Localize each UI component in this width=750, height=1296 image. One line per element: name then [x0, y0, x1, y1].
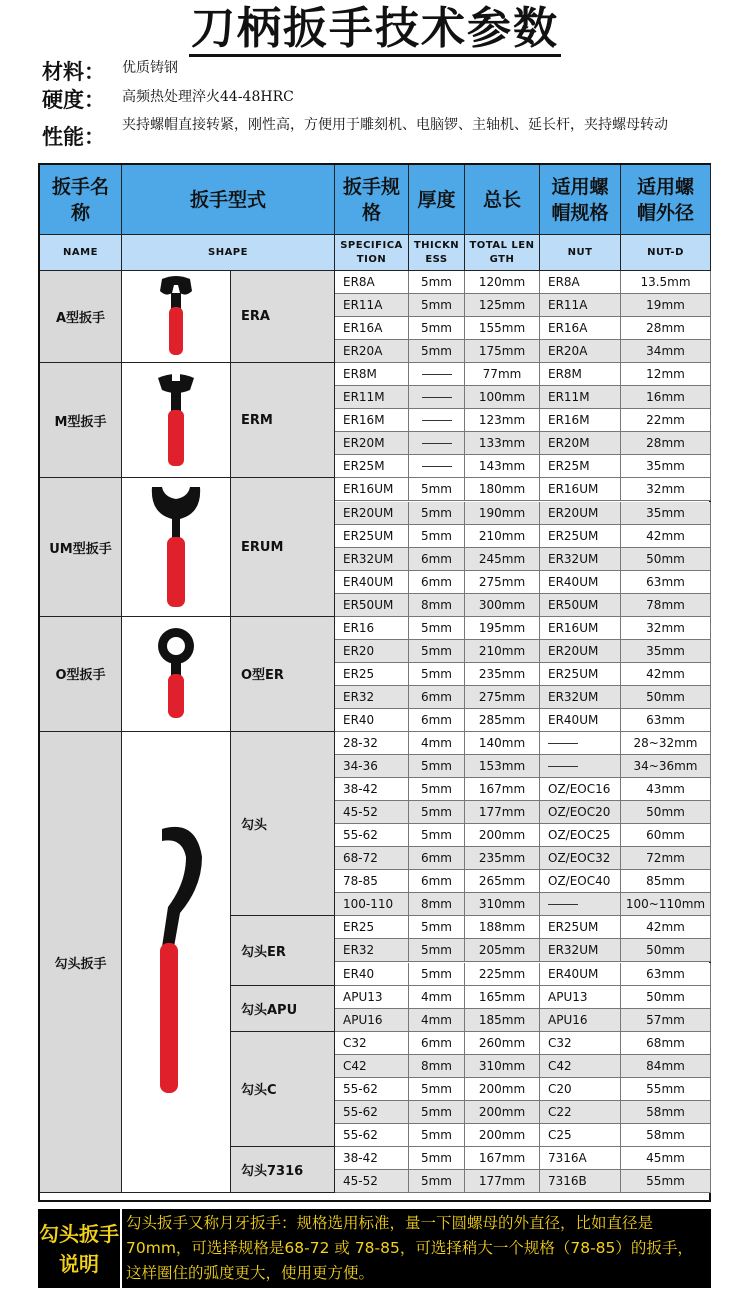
cell-length: 275mm — [465, 686, 540, 709]
cell-spec: ER16UM — [335, 478, 409, 501]
cell-nut: ER25UM — [540, 525, 621, 548]
cell-thickness: 6mm — [409, 548, 465, 571]
cell-spec: ER11A — [335, 294, 409, 317]
dash-mark — [548, 904, 578, 905]
shape-type-4-1: 勾头ER — [231, 916, 335, 985]
group-name-2: UM型扳手 — [40, 478, 122, 616]
group-name-4: 勾头扳手 — [40, 732, 122, 1193]
header-cn-2: 扳手规格 — [335, 165, 409, 235]
spec-table — [38, 163, 711, 1202]
cell-thickness: 4mm — [409, 1009, 465, 1032]
cell-nut-d: 50mm — [621, 939, 711, 962]
cell-nut: OZ/EOC40 — [540, 870, 621, 893]
cell-nut-d: 32mm — [621, 617, 711, 640]
cell-nut: ER16A — [540, 317, 621, 340]
cell-thickness: 4mm — [409, 732, 465, 755]
cell-nut-d: 45mm — [621, 1147, 711, 1170]
cell-nut-d: 19mm — [621, 294, 711, 317]
cell-spec: 55-62 — [335, 1124, 409, 1147]
cell-thickness: 6mm — [409, 870, 465, 893]
cell-thickness: 6mm — [409, 1032, 465, 1055]
cell-nut-d: 50mm — [621, 686, 711, 709]
dash-mark — [422, 374, 452, 375]
cell-nut: ER32UM — [540, 939, 621, 962]
cell-nut: ER40UM — [540, 709, 621, 732]
cell-nut-d: 35mm — [621, 455, 711, 478]
cell-nut-d: 68mm — [621, 1032, 711, 1055]
cell-thickness: 5mm — [409, 478, 465, 501]
hardness-label: 硬度： — [42, 87, 105, 112]
cell-nut-d: 85mm — [621, 870, 711, 893]
cell-thickness: 5mm — [409, 1078, 465, 1101]
cell-length: 155mm — [465, 317, 540, 340]
cell-length: 235mm — [465, 847, 540, 870]
cell-thickness: 5mm — [409, 1101, 465, 1124]
cell-length: 210mm — [465, 640, 540, 663]
note-label: 勾头扳手说明 — [38, 1209, 120, 1288]
cell-nut-d: 42mm — [621, 525, 711, 548]
cell-thickness: 5mm — [409, 617, 465, 640]
header-en-2: SPECIFICATION — [335, 235, 409, 271]
cell-spec: ER32UM — [335, 548, 409, 571]
cell-nut-d: 50mm — [621, 548, 711, 571]
cell-length: 310mm — [465, 893, 540, 916]
cell-spec: 78-85 — [335, 870, 409, 893]
cell-spec: ER16M — [335, 409, 409, 432]
cell-thickness: 6mm — [409, 847, 465, 870]
cell-spec: 68-72 — [335, 847, 409, 870]
cell-nut: APU13 — [540, 986, 621, 1009]
cell-length: 125mm — [465, 294, 540, 317]
cell-thickness — [409, 386, 465, 409]
cell-spec: ER16 — [335, 617, 409, 640]
cell-spec: ER40 — [335, 709, 409, 732]
shape-type-1-0: ERM — [231, 363, 335, 478]
header-cn-0: 扳手名称 — [40, 165, 122, 235]
dash-mark — [422, 420, 452, 421]
cell-nut: ER20UM — [540, 502, 621, 525]
cell-nut-d: 84mm — [621, 1055, 711, 1078]
cell-length: 188mm — [465, 916, 540, 939]
header-en-1: SHAPE — [122, 235, 335, 271]
cell-thickness: 5mm — [409, 755, 465, 778]
cell-thickness: 6mm — [409, 709, 465, 732]
cell-nut-d: 58mm — [621, 1101, 711, 1124]
cell-nut: ER25UM — [540, 916, 621, 939]
cell-nut: ER11A — [540, 294, 621, 317]
cell-thickness: 8mm — [409, 1055, 465, 1078]
cell-nut-d: 55mm — [621, 1078, 711, 1101]
cell-spec: 38-42 — [335, 1147, 409, 1170]
cell-spec: ER11M — [335, 386, 409, 409]
shape-type-2-0: ERUM — [231, 478, 335, 616]
cell-nut-d: 58mm — [621, 1124, 711, 1147]
cell-length: 225mm — [465, 963, 540, 986]
cell-nut: 7316A — [540, 1147, 621, 1170]
note-text: 勾头扳手又称月牙扳手：规格选用标准，量一下圆螺母的外直径，比如直径是70mm，可选择规格是68-72 或 78-85，可选择稍大一个规格（78-85）的扳手，这样圈住的弧度更大，使用更方便。 — [122, 1209, 711, 1288]
cell-nut-d: 13.5mm — [621, 271, 711, 294]
cell-nut-d: 63mm — [621, 571, 711, 594]
cell-length: 180mm — [465, 478, 540, 501]
cell-spec: 45-52 — [335, 801, 409, 824]
cell-length: 185mm — [465, 1009, 540, 1032]
cell-nut-d: 28mm — [621, 432, 711, 455]
cell-thickness — [409, 432, 465, 455]
cell-thickness: 5mm — [409, 963, 465, 986]
cell-nut: ER20A — [540, 340, 621, 363]
cell-nut-d: 78mm — [621, 594, 711, 617]
cell-nut-d: 35mm — [621, 502, 711, 525]
cell-spec: ER8M — [335, 363, 409, 386]
cell-spec: 55-62 — [335, 1101, 409, 1124]
cell-nut: C32 — [540, 1032, 621, 1055]
cell-nut: ER16UM — [540, 617, 621, 640]
cell-nut-d: 42mm — [621, 916, 711, 939]
header-en-0: NAME — [40, 235, 122, 271]
cell-length: 140mm — [465, 732, 540, 755]
dash-mark — [422, 443, 452, 444]
cell-length: 310mm — [465, 1055, 540, 1078]
cell-length: 200mm — [465, 824, 540, 847]
cell-thickness: 5mm — [409, 317, 465, 340]
cell-thickness: 5mm — [409, 801, 465, 824]
cell-spec: ER25UM — [335, 525, 409, 548]
header-cn-1: 扳手型式 — [122, 165, 335, 235]
cell-nut: ER32UM — [540, 548, 621, 571]
cell-nut-d: 50mm — [621, 986, 711, 1009]
cell-nut: ER40UM — [540, 571, 621, 594]
cell-nut-d: 42mm — [621, 663, 711, 686]
cell-length: 285mm — [465, 709, 540, 732]
header-cn-6: 适用螺帽外径 — [621, 165, 711, 235]
dash-mark — [422, 397, 452, 398]
cell-nut: APU16 — [540, 1009, 621, 1032]
cell-spec: 28-32 — [335, 732, 409, 755]
cell-spec: APU16 — [335, 1009, 409, 1032]
cell-nut — [540, 755, 621, 778]
cell-length: 77mm — [465, 363, 540, 386]
cell-length: 190mm — [465, 502, 540, 525]
cell-nut-d: 22mm — [621, 409, 711, 432]
cell-length: 165mm — [465, 986, 540, 1009]
cell-nut-d: 63mm — [621, 709, 711, 732]
cell-length: 200mm — [465, 1078, 540, 1101]
page-title: 刀柄扳手技术参数 — [0, 4, 750, 54]
shape-type-4-3: 勾头C — [231, 1032, 335, 1147]
cell-nut: ER25M — [540, 455, 621, 478]
cell-nut: ER32UM — [540, 686, 621, 709]
cell-thickness: 6mm — [409, 571, 465, 594]
cell-thickness: 5mm — [409, 1124, 465, 1147]
cell-spec: ER16A — [335, 317, 409, 340]
cell-spec: APU13 — [335, 986, 409, 1009]
cell-nut: C42 — [540, 1055, 621, 1078]
cell-length: 167mm — [465, 1147, 540, 1170]
header-en-5: NUT — [540, 235, 621, 271]
cell-length: 195mm — [465, 617, 540, 640]
cell-nut-d: 60mm — [621, 824, 711, 847]
header-cn-3: 厚度 — [409, 165, 465, 235]
cell-spec: ER25 — [335, 663, 409, 686]
cell-nut: OZ/EOC32 — [540, 847, 621, 870]
shape-type-4-0: 勾头 — [231, 732, 335, 916]
ring-wrench-icon — [122, 617, 231, 732]
cell-length: 275mm — [465, 571, 540, 594]
cell-length: 235mm — [465, 663, 540, 686]
cell-thickness: 8mm — [409, 893, 465, 916]
cell-length: 177mm — [465, 801, 540, 824]
cell-thickness: 5mm — [409, 271, 465, 294]
cell-spec: ER20M — [335, 432, 409, 455]
cell-spec: 38-42 — [335, 778, 409, 801]
cell-thickness: 5mm — [409, 1147, 465, 1170]
cell-thickness: 6mm — [409, 686, 465, 709]
cell-length: 177mm — [465, 1170, 540, 1193]
material-label: 材料： — [42, 59, 105, 84]
cell-nut: ER25UM — [540, 663, 621, 686]
cell-spec: 45-52 — [335, 1170, 409, 1193]
hardness-value: 高频热处理淬火44-48HRC — [122, 89, 294, 105]
cell-length: 265mm — [465, 870, 540, 893]
cell-spec: ER32 — [335, 686, 409, 709]
cell-thickness: 8mm — [409, 594, 465, 617]
cell-nut-d: 12mm — [621, 363, 711, 386]
cell-spec: ER40 — [335, 963, 409, 986]
cell-spec: 100-110 — [335, 893, 409, 916]
dash-mark — [548, 743, 578, 744]
cell-spec: ER50UM — [335, 594, 409, 617]
cell-nut-d: 50mm — [621, 801, 711, 824]
um-wrench-icon — [122, 478, 231, 616]
cell-nut: ER20UM — [540, 640, 621, 663]
header-en-4: TOTAL LENGTH — [465, 235, 540, 271]
cell-length: 167mm — [465, 778, 540, 801]
cell-spec: ER20UM — [335, 502, 409, 525]
performance-label: 性能： — [42, 124, 105, 149]
cell-nut: ER8M — [540, 363, 621, 386]
group-name-0: A型扳手 — [40, 271, 122, 363]
cell-nut-d: 55mm — [621, 1170, 711, 1193]
cell-thickness: 5mm — [409, 640, 465, 663]
cell-spec: 55-62 — [335, 1078, 409, 1101]
shape-type-0-0: ERA — [231, 271, 335, 363]
shape-type-4-4: 勾头7316 — [231, 1147, 335, 1193]
group-name-1: M型扳手 — [40, 363, 122, 478]
cell-nut-d: 28~32mm — [621, 732, 711, 755]
cell-length: 123mm — [465, 409, 540, 432]
cell-nut — [540, 893, 621, 916]
material-value: 优质铸钢 — [122, 60, 178, 76]
cell-length: 210mm — [465, 525, 540, 548]
header-cn-4: 总长 — [465, 165, 540, 235]
cell-nut: ER40UM — [540, 963, 621, 986]
cell-spec: ER8A — [335, 271, 409, 294]
cell-nut: ER8A — [540, 271, 621, 294]
cell-nut-d: 100~110mm — [621, 893, 711, 916]
cell-nut-d: 34mm — [621, 340, 711, 363]
cell-thickness: 5mm — [409, 916, 465, 939]
cell-thickness: 5mm — [409, 340, 465, 363]
cell-spec: ER40UM — [335, 571, 409, 594]
cell-length: 133mm — [465, 432, 540, 455]
dash-mark — [422, 466, 452, 467]
cell-nut: 7316B — [540, 1170, 621, 1193]
cell-spec: 34-36 — [335, 755, 409, 778]
cell-spec: ER32 — [335, 939, 409, 962]
claw-wrench-icon — [122, 363, 231, 478]
cell-nut: OZ/EOC25 — [540, 824, 621, 847]
cell-thickness: 5mm — [409, 824, 465, 847]
cell-nut: C22 — [540, 1101, 621, 1124]
cell-length: 260mm — [465, 1032, 540, 1055]
shape-type-3-0: O型ER — [231, 617, 335, 732]
cell-nut-d: 28mm — [621, 317, 711, 340]
cell-nut: ER11M — [540, 386, 621, 409]
cell-thickness — [409, 455, 465, 478]
cell-spec: 55-62 — [335, 824, 409, 847]
cell-nut — [540, 732, 621, 755]
cell-nut-d: 34~36mm — [621, 755, 711, 778]
header-en-6: NUT-D — [621, 235, 711, 271]
cell-nut: C25 — [540, 1124, 621, 1147]
cell-nut-d: 32mm — [621, 478, 711, 501]
cell-nut: ER50UM — [540, 594, 621, 617]
cell-thickness — [409, 363, 465, 386]
cell-spec: ER25M — [335, 455, 409, 478]
cell-spec: ER20 — [335, 640, 409, 663]
cell-nut: C20 — [540, 1078, 621, 1101]
cell-thickness: 5mm — [409, 294, 465, 317]
cell-length: 175mm — [465, 340, 540, 363]
cell-length: 120mm — [465, 271, 540, 294]
cell-nut: ER16UM — [540, 478, 621, 501]
cell-spec: ER20A — [335, 340, 409, 363]
cell-thickness: 5mm — [409, 502, 465, 525]
cell-length: 205mm — [465, 939, 540, 962]
cell-nut: OZ/EOC20 — [540, 801, 621, 824]
cell-thickness: 5mm — [409, 1170, 465, 1193]
cell-length: 200mm — [465, 1101, 540, 1124]
cell-length: 200mm — [465, 1124, 540, 1147]
cell-thickness: 4mm — [409, 986, 465, 1009]
cell-length: 300mm — [465, 594, 540, 617]
cell-length: 153mm — [465, 755, 540, 778]
cell-nut: OZ/EOC16 — [540, 778, 621, 801]
hook-wrench-icon — [122, 732, 231, 1193]
cell-nut-d: 35mm — [621, 640, 711, 663]
shape-type-4-2: 勾头APU — [231, 986, 335, 1032]
cell-spec: C32 — [335, 1032, 409, 1055]
cell-thickness: 5mm — [409, 663, 465, 686]
cell-length: 100mm — [465, 386, 540, 409]
cell-thickness: 5mm — [409, 525, 465, 548]
cell-thickness: 5mm — [409, 778, 465, 801]
header-en-3: THICKNESS — [409, 235, 465, 271]
cell-spec: C42 — [335, 1055, 409, 1078]
dash-mark — [548, 766, 578, 767]
cell-length: 143mm — [465, 455, 540, 478]
cell-nut-d: 43mm — [621, 778, 711, 801]
open-jaw-wrench-icon — [122, 271, 231, 363]
cell-thickness — [409, 409, 465, 432]
cell-nut: ER16M — [540, 409, 621, 432]
cell-nut-d: 16mm — [621, 386, 711, 409]
cell-nut-d: 72mm — [621, 847, 711, 870]
cell-thickness: 5mm — [409, 939, 465, 962]
performance-value: 夹持螺帽直接转紧，刚性高，方便用于雕刻机、电脑锣、主轴机、延长杆，夹持螺母转动 — [122, 117, 668, 133]
group-name-3: O型扳手 — [40, 617, 122, 732]
cell-length: 245mm — [465, 548, 540, 571]
cell-nut: ER20M — [540, 432, 621, 455]
cell-nut-d: 57mm — [621, 1009, 711, 1032]
cell-spec: ER25 — [335, 916, 409, 939]
header-cn-5: 适用螺帽规格 — [540, 165, 621, 235]
cell-nut-d: 63mm — [621, 963, 711, 986]
